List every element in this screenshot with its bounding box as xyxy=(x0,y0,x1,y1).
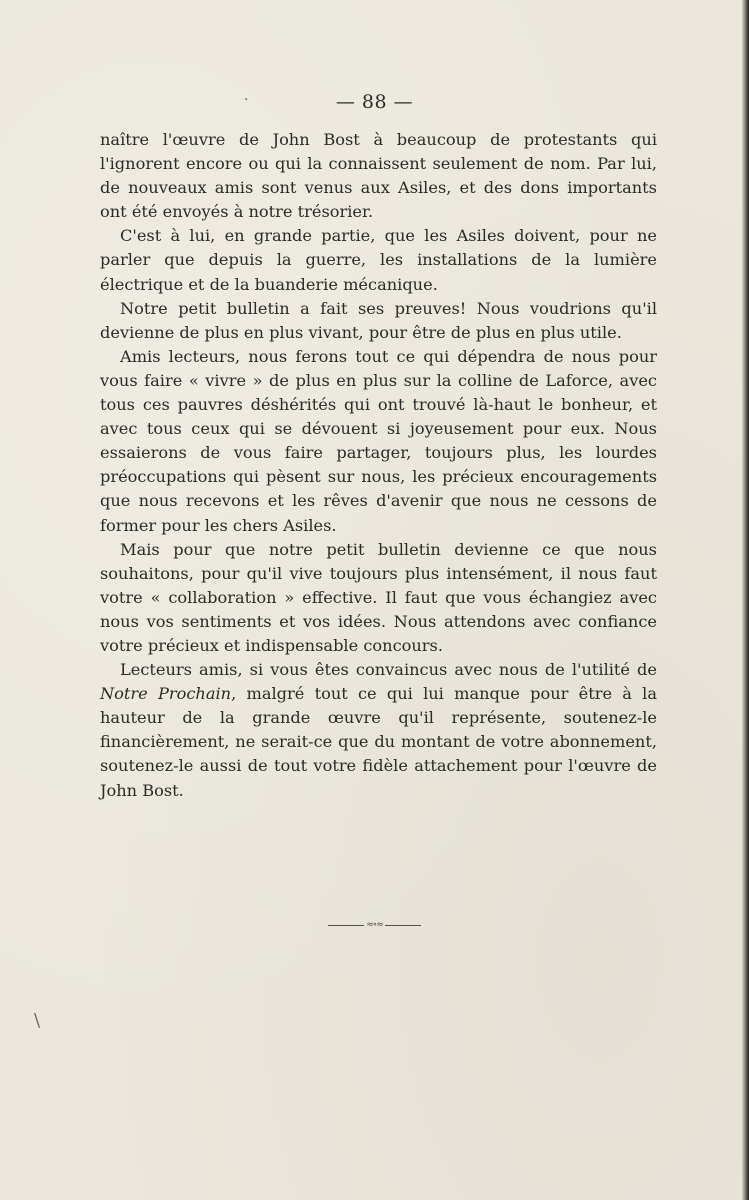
paragraph: Notre petit bulletin a fait ses preuves! Nous voudrions qu'il devienne de plus en plus vivant, pour être de plus en plus utile. xyxy=(100,298,657,342)
ornament-knot-icon: ≈∘≈ xyxy=(366,920,383,930)
paragraph: Mais pour que notre petit bulletin devienne ce que nous souhaitons, pour qu'il vive toujours plus intensément, il nous faut votre « collaboration » effective. Il faut que vous échangiez avec nous vos sentiments et vos idées. Nous attendons avec confiance votre précieux et indispensable concours. xyxy=(100,539,657,655)
body-text xyxy=(100,128,657,803)
paragraph-text: Lecteurs amis, si vous êtes convaincus avec nous de l'utilité de xyxy=(120,660,657,680)
paragraph-text: , malgré tout ce qui lui manque pour être à la hauteur de la grande œuvre qu'il représente, soutenez-le financièrement, ne serait-ce que du montant de votre abonnement, soutenez-le aussi de tout votre fidèle attachement pour l'œuvre de John Bost. xyxy=(100,684,657,800)
paper-speck: · xyxy=(244,92,249,108)
page-number: — 88 — xyxy=(335,91,414,113)
publication-title: Notre Prochain xyxy=(100,684,232,704)
ornament-rule-left xyxy=(328,925,364,926)
paragraph xyxy=(100,658,657,803)
paragraph: naître l'œuvre de John Bost à beaucoup de protestants qui l'ignorent encore ou qui la connaissent seulement de nom. Par lui, de nouveaux amis sont venus aux Asiles, et des dons importants ont été envoyés à notre trésorier. xyxy=(100,130,657,222)
section-end-ornament xyxy=(0,920,749,930)
page-edge-shadow xyxy=(742,0,749,1200)
ornament-rule-right xyxy=(385,925,421,926)
paragraph: C'est à lui, en grande partie, que les Asiles doivent, pour ne parler que depuis la guerre, les installations de la lumière électrique et de la buanderie mécanique. xyxy=(100,226,657,294)
paragraph: Amis lecteurs, nous ferons tout ce qui dépendra de nous pour vous faire « vivre » de plus en plus sur la colline de Laforce, avec tous ces pauvres déshérités qui ont trouvé là-haut le bonheur, et avec tous ceux qui se dévouent si joyeusement pour eux. Nous essaierons de vous faire partager, toujours plus, les lourdes préoccupations qui pèsent sur nous, les précieux encouragements que nous recevons et les rêves d'avenir que nous ne cessons de former pour les chers Asiles. xyxy=(100,346,657,535)
paper-speck: \ xyxy=(34,1010,41,1031)
